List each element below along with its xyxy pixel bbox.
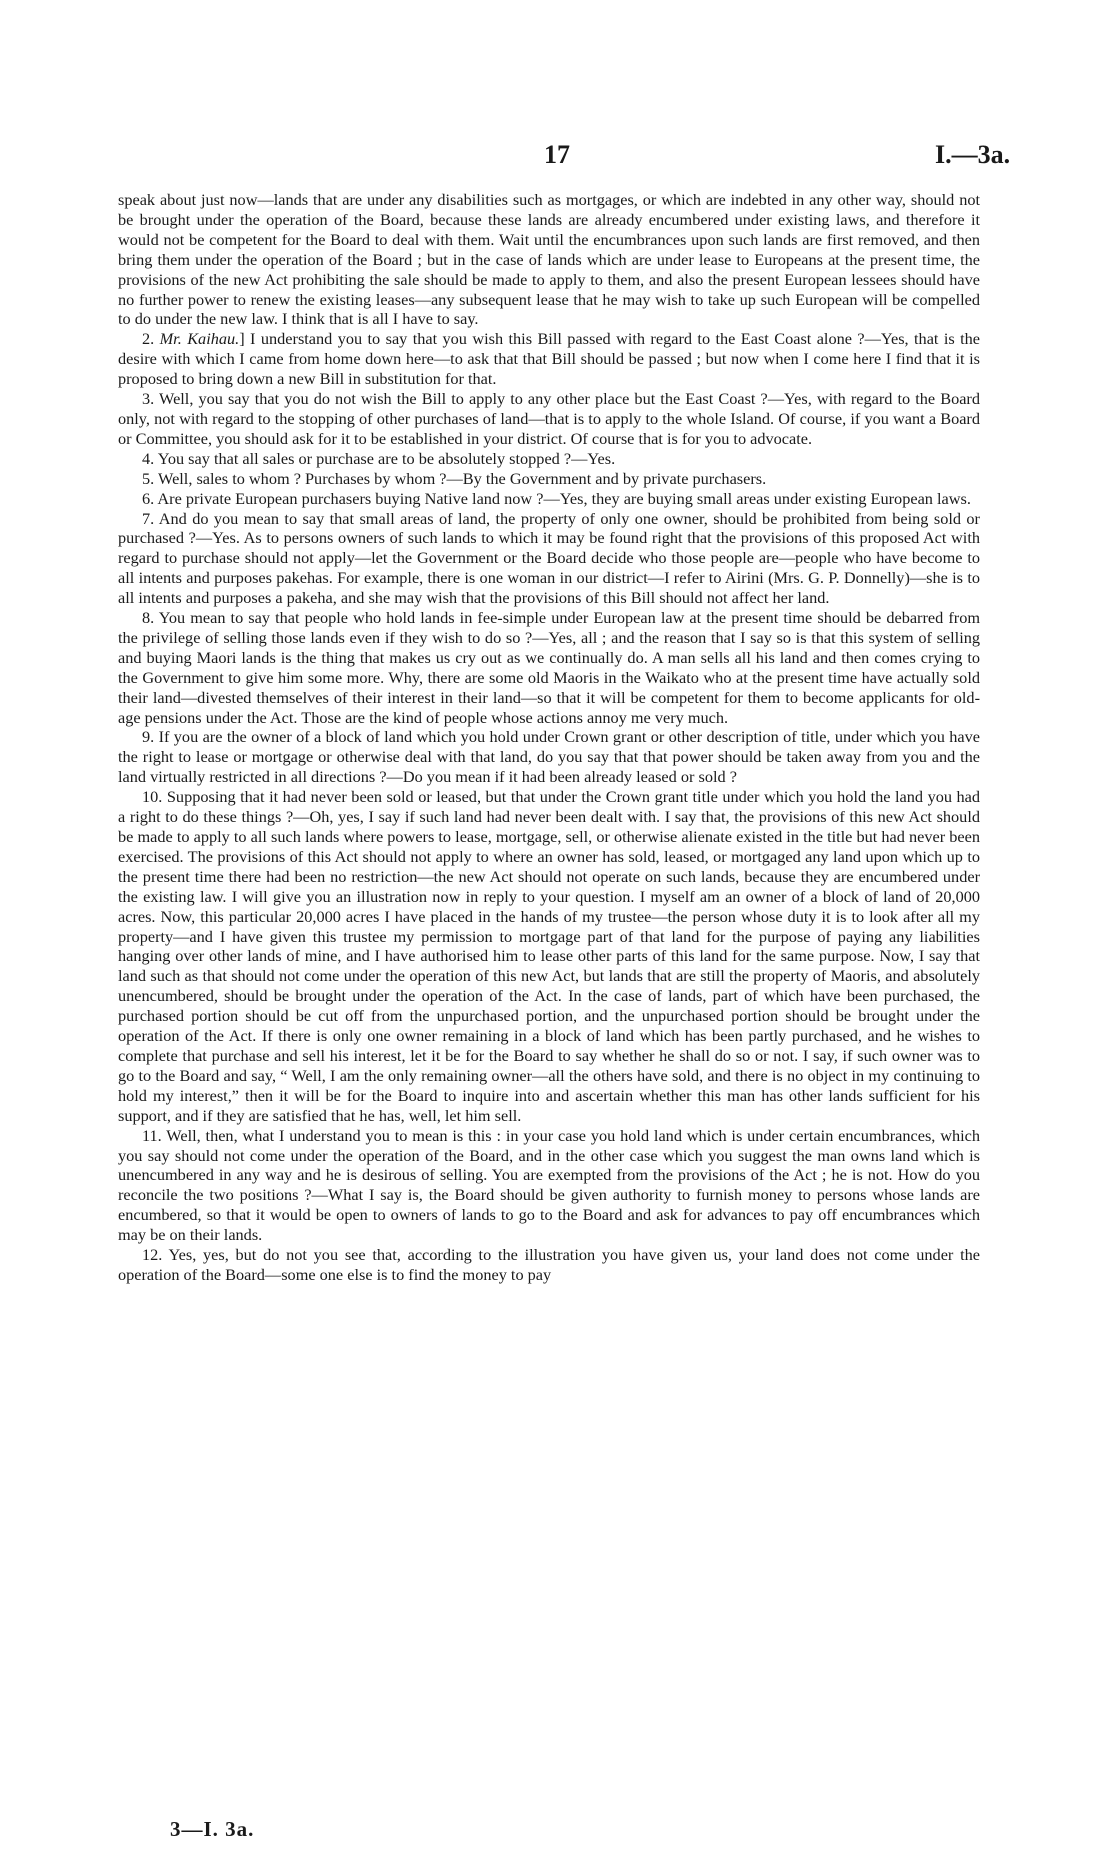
paragraph-text: You say that all sales or purchase are to be absolutely stopped ?—Yes. xyxy=(157,448,616,468)
page-number: 17 xyxy=(544,140,570,169)
question-number: 7. xyxy=(142,508,159,528)
question-3 xyxy=(118,389,980,449)
question-5 xyxy=(118,469,980,489)
question-11 xyxy=(118,1126,980,1245)
question-8 xyxy=(118,608,980,727)
question-number: 9. xyxy=(142,727,159,747)
paragraph-text: Yes, yes, but do not you see that, according to the illustration you have given us, your land does not come under the operation of the Board—some one else is to find the money to pay xyxy=(118,1245,980,1284)
question-9 xyxy=(118,727,980,787)
question-number: 8. xyxy=(142,608,159,628)
paragraph-text: speak about just now—lands that are under any disabilities such as mortgages, or which are indebted in any other way, should not be brought under the operation of the Board, because these lands are already encumbered under existing laws, and therefore it would not be competent for the Board to deal with them. Wait until the encumbrances upon such lands are first removed, and then bring them under the operation of the Board ; but in the case of lands which are under lease to Europeans at the present time, the provisions of the new Act prohibiting the sale should be made to apply to them, and also the present European lessees should have no further power to renew the existing leases—any subsequent lease that he may wish to take up such European will be compelled to do under the new law. I think that is all I have to say. xyxy=(118,190,980,329)
question-number: 12. xyxy=(142,1245,169,1265)
paragraph-text: Supposing that it had never been sold or leased, but that under the Crown grant title under which you hold the land you had a right to do these things ?—Oh, yes, I say if such land had never been dealt with. I say that, the provisions of this new Act should be made to apply to all such lands where powers to lease, mortgage, sell, or otherwise alienate existed in the title but had never been exercised. The provisions of this Act should not apply to where an owner has sold, leased, or mortgaged any land upon which up to the present time there had been no restriction—the new Act should not operate on such lands, because they are encumbered under the existing law. I will give you an illustration now in reply to your question. I myself am an owner of a block of land of 20,000 acres. Now, this particular 20,000 acres I have placed in the hands of my trustee—the person whose duty it is to look after all my property—and I have given this trustee my permission to mortgage part of that land for the purpose of paying any liabilities hanging over other lands of mine, and I have authorised him to lease other parts of this land for the same purpose. Now, I say that land such as that should not come under the operation of this new Act, but lands that are still the property of Maoris, and absolutely unencumbered, should be brought under the operation of the Act. In the case of lands, part of which have been purchased, the purchased portion should be cut off from the unpurchased portion, and the unpurchased portion should be brought under the operation of the Act. If there is only one owner remaining in a block of land which has been partly purchased, and he wishes to complete that purchase and sell his interest, let it be for the Board to say whether he shall do so or not. I say, if such owner was to go to the Board and say, “ Well, I am the only remaining owner—all the others have sold, and there is no object in my continuing to hold my interest,” then it will be for the Board to inquire into and ascertain whether this man has other lands sufficient for his support, and if they are satisfied that he has, well, let him sell. xyxy=(118,787,981,1125)
question-number: 4. xyxy=(142,448,158,468)
speaker-name: Mr. Kaihau. xyxy=(159,329,240,349)
paragraph-text: Well, you say that you do not wish the Bill to apply to any other place but the East Coast ?—Yes, with regard to the Board only, not with regard to the stopping of other purchases of land—that is to apply to the whole Island. Of course, if you want a Board or Committee, you should ask for it to be established in your district. Of course that is for you to advocate. xyxy=(118,389,980,448)
signature-mark: 3—I. 3a. xyxy=(170,1817,255,1841)
paragraph-text: If you are the owner of a block of land which you hold under Crown grant or other description of title, under which you have the right to lease or mortgage or otherwise deal with that land, do you say that that power should be taken away from you and the land virtually restricted in all directions ?—Do you mean if it had been already leased or sold ? xyxy=(118,727,980,787)
question-6 xyxy=(118,489,980,509)
question-4 xyxy=(118,449,980,469)
question-2 xyxy=(118,329,980,389)
paragraph-text: Well, then, what I understand you to mean is this : in your case you hold land which is under certain encumbrances, which you say should not come under the operation of the Board, and in the other case which you suggest the man owns land which is unencumbered in any way and he is desirous of selling. You are exempted from the provisions of the Act ; he is not. How do you reconcile the two positions ?—What I say is, the Board should be given authority to furnish money to persons whose lands are encumbered, so that it would be open to owners of lands to go to the Board and ask for advances to pay off encumbrances which may be on their lands. xyxy=(118,1125,980,1245)
question-number: 5. xyxy=(142,468,158,488)
paragraph-text: ] I understand you to say that you wish this Bill passed with regard to the East Coast alone ?—Yes, that is the desire with which I came from home down here—to ask that that Bill should be passed ; but now when I come here I find that it is proposed to bring down a new Bill in substitution for that. xyxy=(118,329,981,389)
paragraph-text: Well, sales to whom ? Purchases by whom ?—By the Government and by private purchasers. xyxy=(158,468,767,488)
question-number: 6. xyxy=(142,488,158,508)
question-number: 2. xyxy=(142,329,160,349)
paragraph-continuation xyxy=(118,190,980,329)
paragraph-text: You mean to say that people who hold lands in fee-simple under European law at the present time should be debarred from the privilege of selling those lands even if they wish to do so ?—Yes, all ; and the reason that I say so is that this system of selling and buying Maori lands is the thing that makes us cry out as we continually do. A man sells all his land and then comes crying to the Government to give him some more. Why, there are some old Maoris in the Waikato who at the present time have actually sold their land—divested themselves of their interest in their land—so that it will be competent for them to become applicants for old-age pensions under the Act. Those are the kind of people whose actions annoy me very much. xyxy=(118,608,980,727)
question-number: 3. xyxy=(142,389,159,409)
body-text xyxy=(118,190,980,1285)
question-10 xyxy=(118,787,980,1125)
question-7 xyxy=(118,509,980,609)
question-number: 10. xyxy=(142,787,167,807)
document-reference: I.—3a. xyxy=(935,140,1011,169)
paragraph-text: Are private European purchasers buying Native land now ?—Yes, they are buying small areas under existing European laws. xyxy=(157,488,971,508)
question-number: 11. xyxy=(142,1125,167,1145)
question-12 xyxy=(118,1245,980,1285)
paragraph-text: And do you mean to say that small areas of land, the property of only one owner, should be prohibited from being sold or purchased ?—Yes. As to persons owners of such lands to which it may be found right that the provisions of this proposed Act with regard to purchase should not apply—let the Government or the Board decide who those people are—people who have become to all intents and purposes pakehas. For example, there is one woman in our district—I refer to Airini (Mrs. G. P. Donnelly)—she is to all intents and purposes a pakeha, and she may wish that the provisions of this Bill should not affect her land. xyxy=(118,508,980,608)
